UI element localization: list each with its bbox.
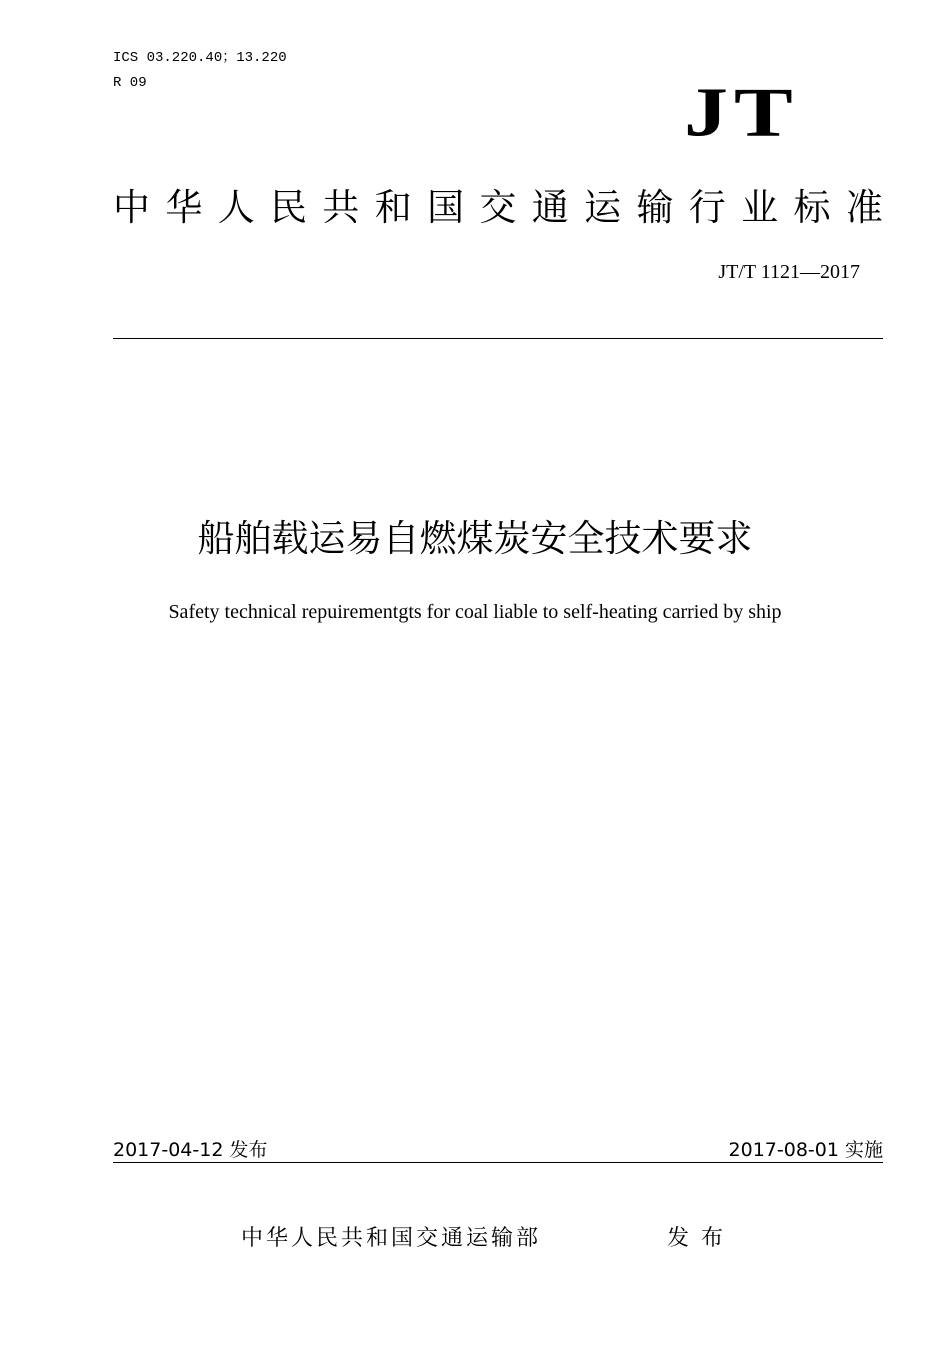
category-char: 输 xyxy=(636,186,674,229)
category-char: 和 xyxy=(374,186,412,229)
category-char: 标 xyxy=(793,186,831,229)
category-char: 行 xyxy=(688,186,726,229)
document-title-chinese: 船舶载运易自燃煤炭安全技术要求 xyxy=(197,517,753,560)
ics-code: ICS 03.220.40；13.220 xyxy=(113,50,287,66)
publisher-name: 中华人民共和国交通运输部 xyxy=(241,1226,542,1251)
category-char: 运 xyxy=(584,186,622,229)
document-title-english: Safety technical repuirementgts for coal liable to self-heating carried by ship xyxy=(168,601,782,623)
category-char: 国 xyxy=(427,186,465,229)
category-char: 业 xyxy=(741,186,779,229)
category-char: 中 xyxy=(113,186,150,229)
category-char: 交 xyxy=(479,186,517,229)
category-char: 民 xyxy=(270,186,308,229)
category-char: 华 xyxy=(165,186,203,229)
publish-label: 发布 xyxy=(667,1226,736,1251)
category-char: 共 xyxy=(322,186,360,229)
bottom-divider xyxy=(113,1162,883,1163)
standard-category-title xyxy=(113,186,883,230)
issue-date: 2017-04-12 发布 xyxy=(113,1139,268,1161)
implementation-date: 2017-08-01 实施 xyxy=(728,1139,883,1161)
category-char: 人 xyxy=(217,186,255,229)
category-char: 准 xyxy=(845,186,883,229)
category-char: 通 xyxy=(531,186,569,229)
jt-logo: JT xyxy=(684,74,799,152)
standard-number: JT/T 1121—2017 xyxy=(718,261,860,283)
top-divider xyxy=(113,338,883,339)
ccs-code: R 09 xyxy=(113,75,147,91)
